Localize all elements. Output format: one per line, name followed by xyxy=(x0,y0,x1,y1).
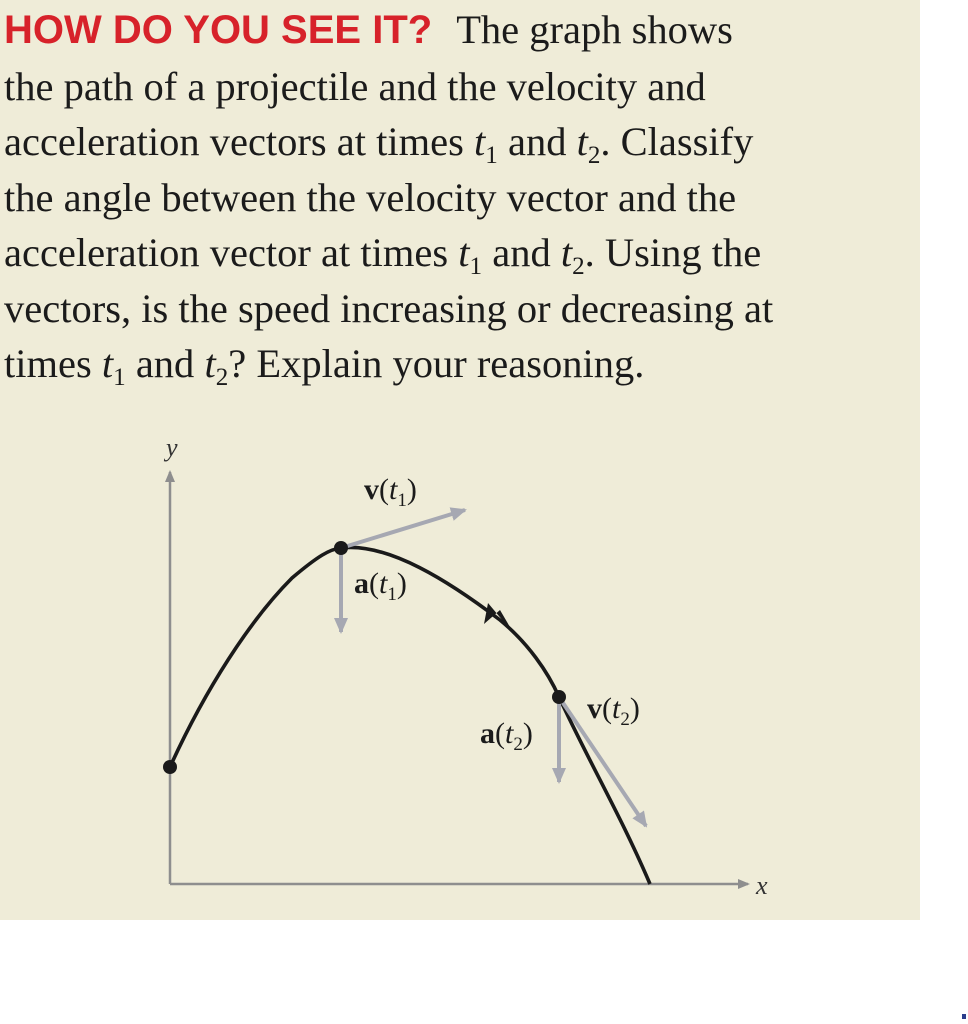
corner-mark xyxy=(962,1014,966,1019)
subscript: 2 xyxy=(215,364,229,392)
v-t2-label: $v(t_2)$ xyxy=(587,692,640,730)
projectile-path xyxy=(170,547,650,884)
text-segment: vectors, is the speed increasing or decreasing at xyxy=(4,285,774,331)
text-segment: . Using the xyxy=(584,230,762,275)
point-t2 xyxy=(552,690,566,704)
text-segment: acceleration vectors at times xyxy=(4,119,464,164)
text-segment: the angle between the velocity vector and the xyxy=(4,174,737,220)
v-t1-label: $v(t_1)$ xyxy=(364,473,417,511)
text-segment: and xyxy=(507,119,567,164)
variable-t: t xyxy=(458,230,470,275)
variable-t: t xyxy=(560,230,573,275)
subscript: 2 xyxy=(572,253,585,281)
subscript: 1 xyxy=(469,253,483,281)
variable-t: t xyxy=(101,341,114,386)
text-segment: the path of a projectile and the velocity and xyxy=(4,63,706,109)
variable-t: t xyxy=(474,119,486,164)
section-heading: HOW DO YOU SEE IT? xyxy=(4,8,433,52)
launch-point xyxy=(163,760,177,774)
text-segment: times xyxy=(4,341,92,386)
text-segment: . Classify xyxy=(600,119,754,164)
subscript: 1 xyxy=(113,364,126,392)
a-t1-label: $a(t_1)$ xyxy=(354,567,407,605)
subscript: 2 xyxy=(587,142,601,170)
text-segment: and xyxy=(135,341,195,386)
subscript: 1 xyxy=(485,142,498,170)
text-segment: ? Explain your reasoning. xyxy=(228,341,645,386)
variable-t: t xyxy=(204,341,216,386)
a-t2-label: $a(t_2)$ xyxy=(480,717,533,755)
text-segment: The graph shows xyxy=(456,7,733,52)
x-axis-label: x xyxy=(756,871,768,900)
text-segment: and xyxy=(492,230,551,275)
velocity-vector-t1 xyxy=(341,510,465,548)
variable-t: t xyxy=(576,119,588,164)
point-t1 xyxy=(334,541,348,555)
y-axis-label: y xyxy=(166,433,178,462)
text-segment: acceleration vector at times xyxy=(4,230,449,275)
